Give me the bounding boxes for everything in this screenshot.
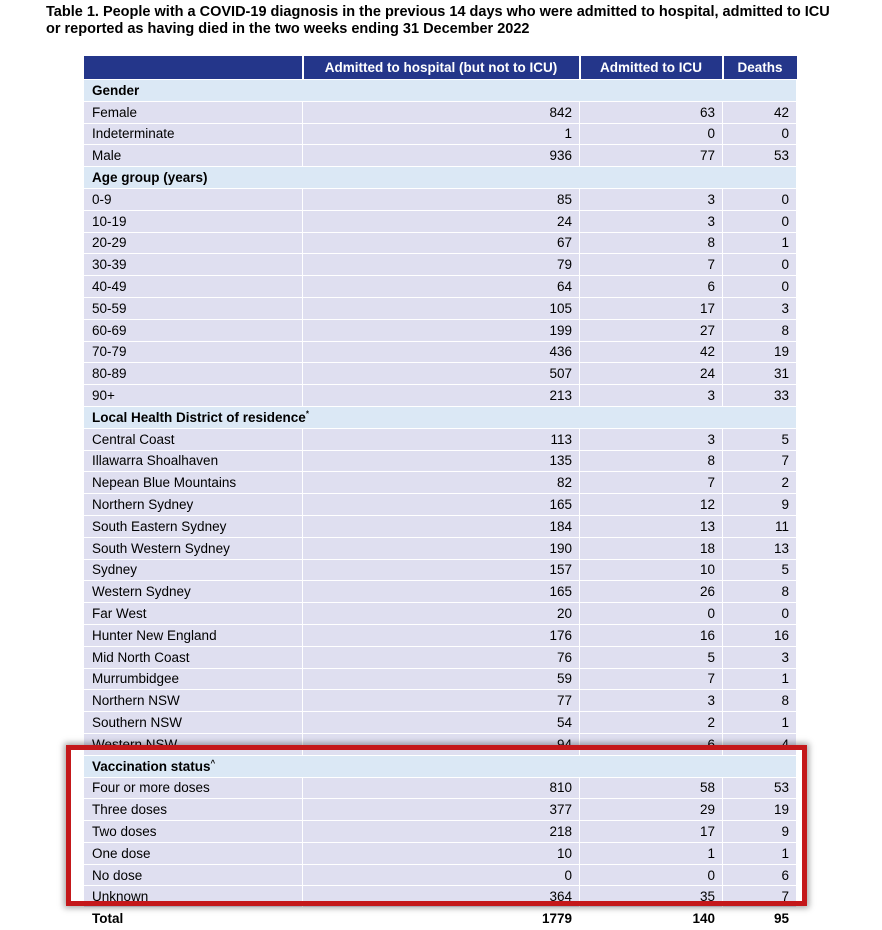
- vaccination-highlight-box: [66, 745, 807, 906]
- section-label: [84, 167, 797, 189]
- table-cell: 3: [580, 385, 723, 407]
- section-label: [84, 80, 797, 102]
- section-header-row: [84, 406, 797, 428]
- row-label: Mid North Coast: [84, 646, 303, 668]
- table-cell: 810: [303, 777, 580, 799]
- table-row: [84, 341, 797, 363]
- row-label: 40-49: [84, 276, 303, 298]
- table-cell: 67: [303, 232, 580, 254]
- table-row: [84, 276, 797, 298]
- table-cell: 1: [723, 842, 797, 864]
- table-cell: 18: [580, 537, 723, 559]
- column-header: Admitted to ICU: [580, 56, 723, 80]
- table-title: Table 1. People with a COVID-19 diagnosis in the previous 14 days who were admitted to hospital, admitted to ICU or reported as having died in the two weeks ending 31 December 2022: [46, 4, 830, 37]
- section-label-text: Local Health District of residence: [92, 409, 306, 425]
- section-label-text: Gender: [92, 82, 140, 98]
- table-cell: 16: [580, 624, 723, 646]
- table-cell: 3: [580, 188, 723, 210]
- table-cell: 3: [580, 210, 723, 232]
- section-label: [84, 406, 797, 428]
- section-label-text: Age group (years): [92, 170, 208, 186]
- table-cell: 27: [580, 319, 723, 341]
- row-label: Two doses: [84, 821, 303, 843]
- table-cell: 10: [580, 559, 723, 581]
- table-cell: 33: [723, 385, 797, 407]
- table-cell: 24: [303, 210, 580, 232]
- row-label: Indeterminate: [84, 123, 303, 145]
- table-cell: 6: [723, 864, 797, 886]
- table-cell: 79: [303, 254, 580, 276]
- table-cell: 190: [303, 537, 580, 559]
- table-cell: 184: [303, 515, 580, 537]
- table-row: [84, 450, 797, 472]
- footnote-marker: ^: [210, 758, 216, 768]
- row-label: 50-59: [84, 297, 303, 319]
- table-row: [84, 494, 797, 516]
- table-row: [84, 123, 797, 145]
- table-cell: 53: [723, 145, 797, 167]
- row-label: Four or more doses: [84, 777, 303, 799]
- row-label: Northern NSW: [84, 690, 303, 712]
- table-cell: 218: [303, 821, 580, 843]
- table-cell: 176: [303, 624, 580, 646]
- table-cell: 42: [723, 101, 797, 123]
- table-cell: 2: [723, 472, 797, 494]
- table-cell: 0: [580, 864, 723, 886]
- table-cell: 31: [723, 363, 797, 385]
- table-cell: 3: [723, 646, 797, 668]
- header-row: [84, 56, 797, 80]
- table-cell: 63: [580, 101, 723, 123]
- table-cell: 507: [303, 363, 580, 385]
- footnote-marker: *: [305, 409, 309, 419]
- table-cell: 9: [723, 821, 797, 843]
- table-cell: 11: [723, 515, 797, 537]
- table-cell: 76: [303, 646, 580, 668]
- row-label: Unknown: [84, 886, 303, 908]
- table-cell: 3: [580, 690, 723, 712]
- table-cell: 85: [303, 188, 580, 210]
- row-label: Hunter New England: [84, 624, 303, 646]
- table-cell: 7: [580, 472, 723, 494]
- table-cell: 377: [303, 799, 580, 821]
- section-header-row: [84, 80, 797, 102]
- table-cell: 0: [723, 603, 797, 625]
- table-cell: 8: [723, 690, 797, 712]
- row-label: South Eastern Sydney: [84, 515, 303, 537]
- table-cell: 24: [580, 363, 723, 385]
- table-row: [84, 646, 797, 668]
- table-cell: 436: [303, 341, 580, 363]
- table-row: [84, 472, 797, 494]
- table-cell: 199: [303, 319, 580, 341]
- table-row: [84, 254, 797, 276]
- row-label: Northern Sydney: [84, 494, 303, 516]
- table-cell: 1: [723, 668, 797, 690]
- table-cell: 0: [723, 254, 797, 276]
- row-label: Western Sydney: [84, 581, 303, 603]
- row-label: 80-89: [84, 363, 303, 385]
- table-cell: 4: [723, 733, 797, 755]
- total-row: [84, 908, 797, 930]
- table-cell: 12: [580, 494, 723, 516]
- table-cell: 35: [580, 886, 723, 908]
- table-row: [84, 145, 797, 167]
- total-label: Total: [84, 908, 303, 930]
- table-row: [84, 319, 797, 341]
- table-row: [84, 559, 797, 581]
- table-cell: 0: [723, 210, 797, 232]
- table-cell: 7: [723, 886, 797, 908]
- table-row: [84, 385, 797, 407]
- row-label: 20-29: [84, 232, 303, 254]
- table-row: [84, 188, 797, 210]
- table-cell: 7: [723, 450, 797, 472]
- table-cell: 26: [580, 581, 723, 603]
- table-cell: 82: [303, 472, 580, 494]
- table-cell: 8: [580, 450, 723, 472]
- row-label: 30-39: [84, 254, 303, 276]
- table-cell: 19: [723, 341, 797, 363]
- table-cell: 9: [723, 494, 797, 516]
- row-label: Central Coast: [84, 428, 303, 450]
- table-cell: 13: [723, 537, 797, 559]
- table-cell: 7: [580, 254, 723, 276]
- table-cell: 936: [303, 145, 580, 167]
- table-row: [84, 668, 797, 690]
- table-cell: 77: [303, 690, 580, 712]
- table-cell: 17: [580, 297, 723, 319]
- table-cell: 29: [580, 799, 723, 821]
- table-cell: 135: [303, 450, 580, 472]
- table-cell: 64: [303, 276, 580, 298]
- table-row: [84, 581, 797, 603]
- column-header: Admitted to hospital (but not to ICU): [303, 56, 580, 80]
- section-label-text: Vaccination status: [92, 758, 211, 774]
- table-cell: 0: [580, 603, 723, 625]
- row-label: Female: [84, 101, 303, 123]
- table-cell: 19: [723, 799, 797, 821]
- table-row: [84, 690, 797, 712]
- table-row: [84, 624, 797, 646]
- table-cell: 17: [580, 821, 723, 843]
- table-cell: 213: [303, 385, 580, 407]
- row-label: Male: [84, 145, 303, 167]
- table-cell: 2: [580, 712, 723, 734]
- row-label: 10-19: [84, 210, 303, 232]
- table-row: [84, 428, 797, 450]
- row-label: No dose: [84, 864, 303, 886]
- total-cell: 140: [580, 908, 723, 930]
- table-cell: 157: [303, 559, 580, 581]
- table-cell: 3: [580, 428, 723, 450]
- table-cell: 0: [723, 123, 797, 145]
- table-cell: 6: [580, 276, 723, 298]
- table-cell: 8: [723, 319, 797, 341]
- table-cell: 1: [723, 232, 797, 254]
- table-cell: 6: [580, 733, 723, 755]
- table-cell: 0: [303, 864, 580, 886]
- table-cell: 165: [303, 494, 580, 516]
- table-cell: 53: [723, 777, 797, 799]
- table-row: [84, 210, 797, 232]
- table-cell: 54: [303, 712, 580, 734]
- table-row: [84, 297, 797, 319]
- row-label: 60-69: [84, 319, 303, 341]
- row-label: 90+: [84, 385, 303, 407]
- table-cell: 13: [580, 515, 723, 537]
- table-cell: 842: [303, 101, 580, 123]
- table-cell: 20: [303, 603, 580, 625]
- table-cell: 42: [580, 341, 723, 363]
- table-cell: 0: [723, 188, 797, 210]
- table-row: [84, 712, 797, 734]
- table-cell: 1: [723, 712, 797, 734]
- column-header: [84, 56, 303, 80]
- table-row: [84, 101, 797, 123]
- total-cell: 95: [723, 908, 797, 930]
- row-label: Illawarra Shoalhaven: [84, 450, 303, 472]
- table-cell: 77: [580, 145, 723, 167]
- table-cell: 8: [580, 232, 723, 254]
- row-label: South Western Sydney: [84, 537, 303, 559]
- column-header: Deaths: [723, 56, 797, 80]
- row-label: 70-79: [84, 341, 303, 363]
- table-cell: 364: [303, 886, 580, 908]
- table-row: [84, 232, 797, 254]
- table-cell: 165: [303, 581, 580, 603]
- table-cell: 10: [303, 842, 580, 864]
- table-cell: 105: [303, 297, 580, 319]
- row-label: Three doses: [84, 799, 303, 821]
- table-cell: 5: [580, 646, 723, 668]
- table-cell: 94: [303, 733, 580, 755]
- table-cell: 8: [723, 581, 797, 603]
- row-label: One dose: [84, 842, 303, 864]
- table-cell: 7: [580, 668, 723, 690]
- section-header-row: [84, 167, 797, 189]
- table-cell: 5: [723, 428, 797, 450]
- row-label: Far West: [84, 603, 303, 625]
- table-cell: 3: [723, 297, 797, 319]
- row-label: Murrumbidgee: [84, 668, 303, 690]
- row-label: Western NSW: [84, 733, 303, 755]
- table-row: [84, 363, 797, 385]
- row-label: Sydney: [84, 559, 303, 581]
- table-cell: 113: [303, 428, 580, 450]
- table-cell: 1: [303, 123, 580, 145]
- table-cell: 5: [723, 559, 797, 581]
- table-cell: 0: [580, 123, 723, 145]
- row-label: 0-9: [84, 188, 303, 210]
- row-label: Nepean Blue Mountains: [84, 472, 303, 494]
- table-cell: 16: [723, 624, 797, 646]
- row-label: Southern NSW: [84, 712, 303, 734]
- table-cell: 0: [723, 276, 797, 298]
- table-cell: 59: [303, 668, 580, 690]
- table-row: [84, 603, 797, 625]
- table-cell: 1: [580, 842, 723, 864]
- table-row: [84, 515, 797, 537]
- table-row: [84, 537, 797, 559]
- total-cell: 1779: [303, 908, 580, 930]
- table-cell: 58: [580, 777, 723, 799]
